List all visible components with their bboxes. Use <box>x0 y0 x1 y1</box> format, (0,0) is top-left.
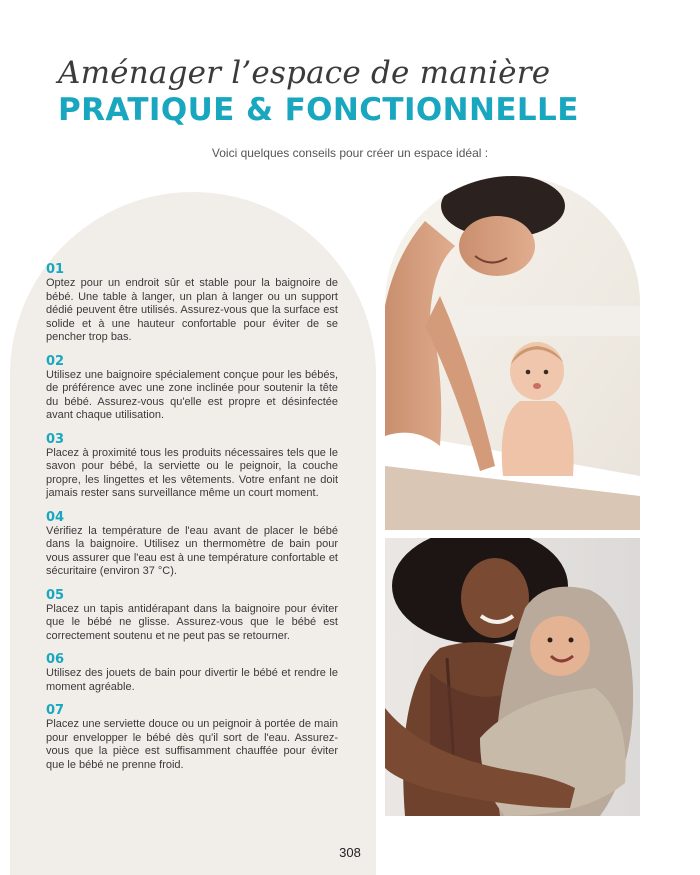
bath-photo <box>385 176 640 530</box>
tip-number: 03 <box>46 431 65 447</box>
tip-number: 07 <box>46 703 65 718</box>
tip-text: Placez à proximité tous les produits nécessaires tels que le savon pour bébé, la serviette ou le peignoir, la couche propre, les lingettes et les vêtements. Votre enfant ne doit jamais rester sans surveillance même un court moment. <box>46 446 338 499</box>
tip-number: 02 <box>46 353 65 369</box>
tip-item <box>46 588 338 644</box>
tip-item <box>46 354 338 423</box>
towel-illustration <box>385 538 640 816</box>
tip-item <box>46 432 338 501</box>
tip-text: Placez un tapis antidérapant dans la baignoire pour éviter que le bébé ne glisse. Assurez-vous que le bébé est correctement soutenu et ne peut pas se retourner. <box>46 602 338 642</box>
tip-item <box>46 262 338 345</box>
tip-number: 04 <box>46 509 65 525</box>
tip-text: Optez pour un endroit sûr et stable pour la baignoire de bébé. Une table à langer, un plan à langer ou un support dédié peuvent être utilisés. Assurez-vous que la surface est solide et à une hauteur confortable pour éviter de se pencher trop bas. <box>46 277 338 343</box>
tip-item <box>46 652 338 694</box>
tip-item <box>46 510 338 579</box>
tip-item <box>46 703 338 772</box>
tip-text: Placez une serviette douce ou un peignoir à portée de main pour envelopper le bébé dès qu'il sort de l'eau. Assurez-vous que la pièce est suffisamment chauffée pour éviter que le bébé ne prenne froid. <box>46 718 338 771</box>
tip-text: Utilisez une baignoire spécialement conçue pour les bébés, de préférence avec une zone inclinée pour soutenir la tête du bébé. Assurez-vous qu'elle est propre et désinfectée avant chaque utilisation. <box>46 368 338 421</box>
tip-number: 06 <box>46 652 65 667</box>
tip-text: Utilisez des jouets de bain pour divertir le bébé et rendre le moment agréable. <box>46 667 338 693</box>
page-title: PRATIQUE & FONCTIONNELLE <box>58 92 579 128</box>
tip-number: 01 <box>46 262 65 277</box>
tips-list <box>46 262 338 781</box>
tip-text: Vérifiez la température de l'eau avant de placer le bébé dans la baignoire. Utilisez un thermomètre de bain pour vous assurer que l'eau est à une température confortable et sécuritaire (environ 37 °C). <box>46 524 338 577</box>
tip-number: 05 <box>46 587 65 603</box>
towel-photo <box>385 538 640 816</box>
heading-script: Aménager l’espace de manière <box>58 55 551 91</box>
intro-text: Voici quelques conseils pour créer un espace idéal : <box>211 146 489 160</box>
bath-illustration <box>385 176 640 530</box>
page-number: 308 <box>339 845 361 860</box>
